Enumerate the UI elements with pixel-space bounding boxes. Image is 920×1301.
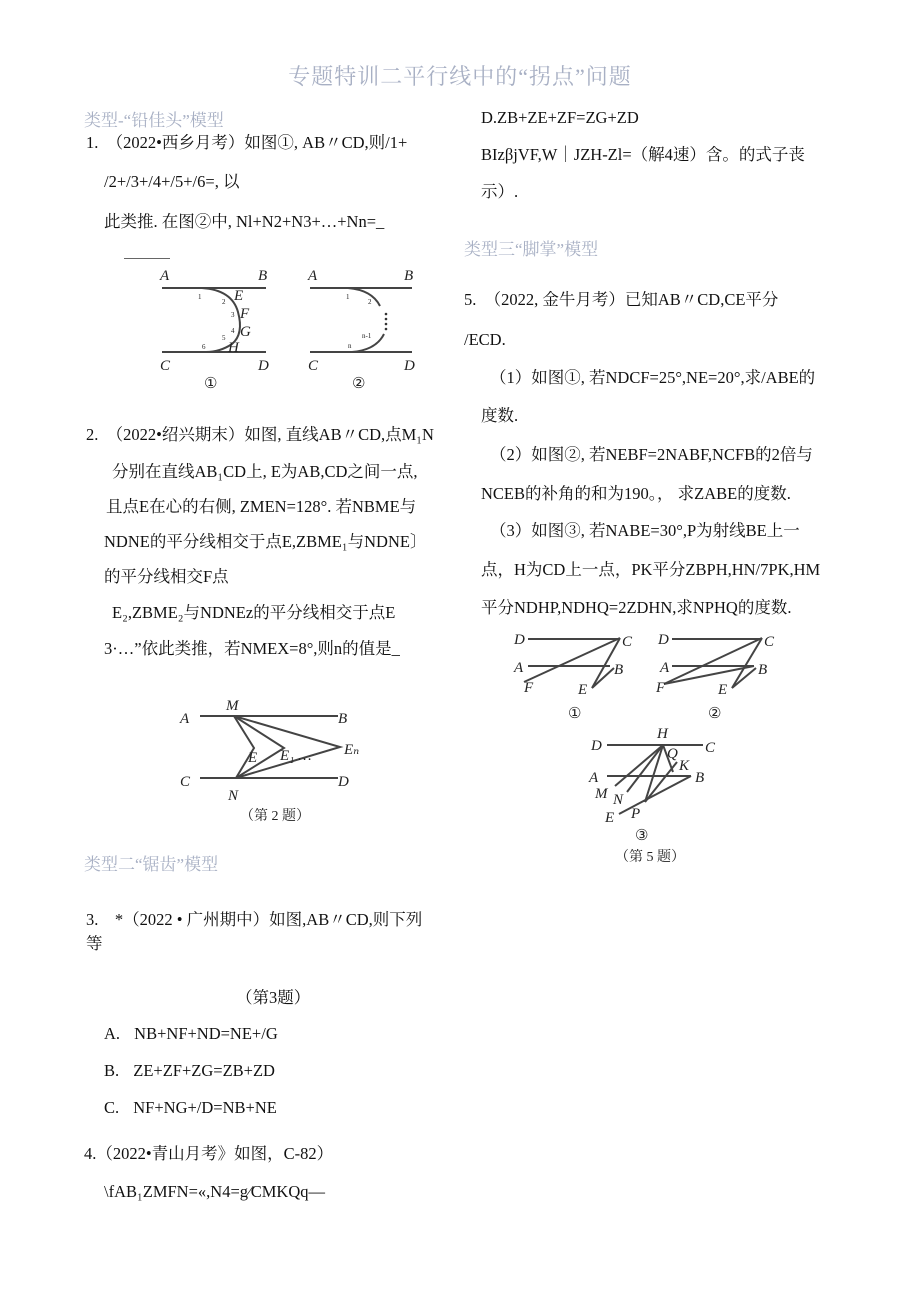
svg-text:6: 6	[202, 343, 206, 351]
q3-option-d: D.ZB+ZE+ZF=ZG+ZD	[481, 108, 639, 127]
svg-text:3: 3	[231, 311, 235, 319]
option-label: A.	[104, 1024, 121, 1043]
q4-cont-line1: BIzβjVF,W｜JZH-Zl=（解4速）含。的式子丧	[481, 145, 805, 164]
svg-text:（第 2 题）: （第 2 题）	[240, 809, 310, 824]
svg-text:C: C	[764, 634, 775, 650]
q5-line2: /ECD.	[464, 330, 506, 349]
svg-text:C: C	[308, 358, 319, 374]
svg-text:C: C	[160, 358, 171, 374]
svg-text:②: ②	[352, 376, 366, 392]
svg-text:N: N	[613, 792, 624, 808]
answer-blank	[124, 258, 170, 259]
svg-text:E: E	[605, 810, 615, 826]
q5-part2-line2: NCEB的补角的和为190。， 求ZABE的度数.	[481, 484, 791, 503]
svg-text:2: 2	[222, 298, 226, 306]
q3-option-b	[104, 1061, 275, 1081]
svg-text:③: ③	[635, 828, 649, 844]
svg-text:E: E	[234, 288, 244, 304]
svg-text:D: D	[338, 774, 349, 790]
q5-part3-line1: （3）如图③, 若NABE=30°,P为射线BE上一	[490, 521, 800, 540]
q3-option-c	[104, 1098, 277, 1118]
option-label: B.	[104, 1061, 120, 1080]
svg-text:A: A	[514, 660, 524, 676]
svg-text:A: A	[180, 711, 190, 727]
q4-line1: 4.（2022•青山月考》如图，C-82）	[84, 1144, 334, 1163]
svg-text:E: E	[718, 682, 728, 698]
svg-text:D: D	[404, 358, 415, 374]
svg-text:（第 5 题）: （第 5 题）	[615, 850, 685, 865]
document-title: 专题特训二平行线中的“拐点”问题	[288, 64, 632, 89]
svg-text:C: C	[622, 634, 633, 650]
q2-line3: 且点E在心的右侧, ZMEN=128°. 若NBME与	[106, 497, 417, 516]
q4-line2: \fAB₁ZMFN=«,N4=g⁄CMKQq—	[104, 1182, 326, 1201]
svg-text:F: F	[240, 306, 250, 322]
svg-text:M: M	[226, 698, 239, 714]
svg-text:1: 1	[198, 293, 202, 301]
option-label: C.	[104, 1098, 120, 1117]
q5-line1: 5. （2022, 金牛月考）已知AB〃CD,CE平分	[464, 290, 779, 309]
svg-text:C: C	[705, 740, 716, 756]
svg-text:F: F	[524, 680, 534, 696]
q1-line3: 此类推. 在图②中, Nl+N2+N3+…+Nn=_	[104, 212, 385, 231]
svg-text:E: E	[578, 682, 588, 698]
svg-text:C: C	[180, 774, 191, 790]
q5-part1-line2: 度数.	[481, 406, 519, 425]
svg-text:5: 5	[222, 334, 226, 342]
svg-text:B: B	[258, 268, 268, 284]
svg-text:D: D	[591, 738, 602, 754]
q3-caption: （第3题）	[236, 988, 311, 1007]
q2-line2: 分别在直线AB₁CD上, E为AB,CD之间一点,	[112, 462, 418, 481]
section-heading-2: 类型二“锯齿”模型	[84, 855, 219, 874]
q5-figure-3	[585, 722, 735, 867]
svg-text:①: ①	[204, 376, 218, 392]
q2-line5: 的平分线相交F点	[104, 567, 229, 586]
option-text: ZE+ZF+ZG=ZB+ZD	[133, 1061, 275, 1080]
svg-text:D: D	[514, 632, 525, 648]
q1-line2: /2+/3+/4+/5+/6=, 以	[104, 172, 240, 191]
svg-text:G: G	[240, 324, 251, 340]
svg-text:B: B	[404, 268, 414, 284]
svg-text:4: 4	[231, 327, 235, 335]
svg-text:H: H	[228, 340, 239, 356]
option-text: NB+NF+ND=NE+/G	[134, 1024, 278, 1043]
svg-text:K: K	[679, 758, 690, 774]
svg-text:D: D	[658, 632, 669, 648]
svg-text:E: E	[248, 750, 258, 766]
q5-figure-1-2	[510, 626, 780, 726]
q5-part2-line1: （2）如图②, 若NEBF=2NABF,NCFB的2倍与	[490, 445, 813, 464]
svg-text:B: B	[695, 770, 705, 786]
svg-text:B: B	[758, 662, 768, 678]
svg-text:D: D	[258, 358, 269, 374]
q1-line1: 1. （2022•西乡月考）如图①, AB〃CD,则/1+	[86, 133, 408, 152]
section-heading-3: 类型三“脚掌”模型	[464, 240, 599, 259]
q2-line6: E₂,ZBME₂与NDNEz的平分线相交于点E	[112, 603, 396, 622]
svg-text:n: n	[348, 342, 352, 350]
svg-text:P: P	[631, 806, 641, 822]
q5-part3-line3: 平分NDHP,NDHQ=2ZDHN,求NPHQ的度数.	[481, 598, 792, 617]
q4-cont-line2: 示）.	[481, 182, 519, 201]
svg-text:A: A	[589, 770, 599, 786]
svg-text:2: 2	[368, 298, 372, 306]
svg-text:Eₙ: Eₙ	[344, 742, 360, 758]
svg-text:n-1: n-1	[362, 332, 372, 340]
svg-text:B: B	[614, 662, 624, 678]
svg-text:F: F	[656, 680, 666, 696]
q5-part1-line1: （1）如图①, 若NDCF=25°,NE=20°,求/ABE的	[490, 368, 816, 387]
q1-figure	[140, 262, 430, 397]
svg-text:A: A	[308, 268, 318, 284]
q3-line2: 等	[86, 934, 103, 953]
q2-line1: 2. （2022•绍兴期末）如图, 直线AB〃CD,点M₁N	[86, 425, 434, 444]
q3-option-a	[104, 1024, 278, 1044]
svg-text:①: ①	[568, 706, 582, 722]
option-text: NF+NG+/D=NB+NE	[133, 1098, 277, 1117]
q2-figure	[176, 696, 371, 826]
q5-part3-line2: 点，H为CD上一点，PK平分ZBPH,HN/7PK,HM	[481, 560, 821, 579]
q2-line4: NDNE的平分线相交于点E,ZBME₁与NDNE〕	[104, 532, 427, 551]
svg-text:A: A	[160, 268, 170, 284]
section-heading-1: 类型-“铅佳头”模型	[84, 111, 224, 130]
q2-line7: 3·…”依此类推，若NMEX=8°,则n的值是_	[104, 639, 400, 658]
svg-text:1: 1	[346, 293, 350, 301]
svg-text:N: N	[228, 788, 239, 804]
svg-text:Q: Q	[667, 746, 678, 762]
svg-text:M: M	[595, 786, 608, 802]
svg-text:E₁ …: E₁ …	[280, 748, 312, 764]
q3-line1: 3. *（2022 • 广州期中）如图,AB〃CD,则下列	[86, 910, 423, 929]
svg-text:②: ②	[708, 706, 722, 722]
svg-text:B: B	[338, 711, 348, 727]
svg-text:A: A	[660, 660, 670, 676]
svg-text:H: H	[657, 726, 668, 742]
